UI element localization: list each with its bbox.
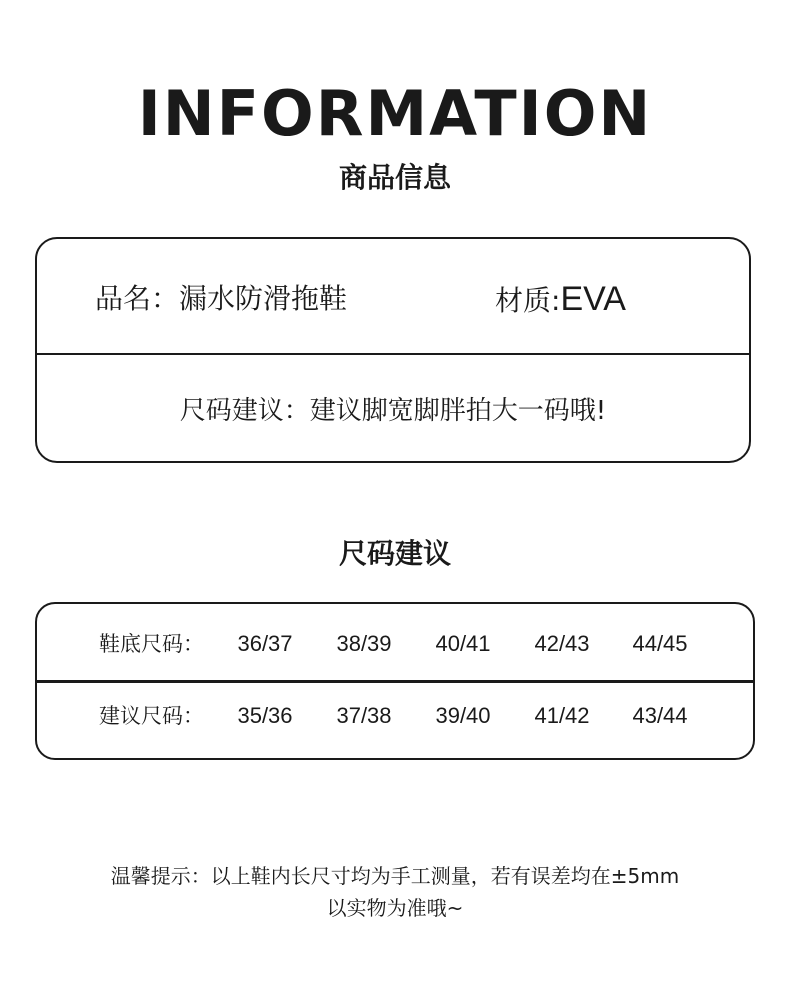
product-info-card: [35, 237, 751, 463]
card-divider: [37, 353, 749, 355]
measurement-note: [0, 860, 790, 924]
product-name: [95, 279, 347, 319]
table-cell: 43/44: [632, 703, 688, 728]
note-line-1: 温馨提示：以上鞋内长尺寸均为手工测量，若有误差均在±5mm: [110, 864, 680, 888]
row-label: 鞋底尺码：: [99, 632, 204, 656]
material-label: 材质:: [495, 284, 561, 317]
table-cell: 35/36: [237, 703, 293, 728]
size-advice-label: 尺码建议：: [179, 396, 310, 426]
product-material: [495, 279, 626, 321]
size-advice: [37, 393, 749, 429]
table-cell: 39/40: [435, 703, 491, 728]
table-divider: [37, 680, 753, 683]
table-cell: 37/38: [336, 703, 392, 728]
table-cell: 40/41: [435, 631, 491, 656]
page-title: INFORMATION: [137, 77, 653, 150]
table-cell: 42/43: [534, 631, 590, 656]
row-label: 建议尺码：: [99, 704, 204, 728]
table-cell: 36/37: [237, 631, 293, 656]
table-row-recommended-size: [37, 696, 753, 736]
table-cell: 41/42: [534, 703, 590, 728]
material-value: EVA: [560, 280, 626, 318]
product-name-label: 品名：: [95, 282, 180, 315]
size-advice-value: 建议脚宽脚胖拍大一码哦!: [309, 396, 607, 426]
table-cell: 44/45: [632, 631, 688, 656]
page-subtitle: 商品信息: [338, 161, 451, 194]
note-line-2: 以实物为准哦~: [326, 896, 464, 920]
size-section-title: 尺码建议: [338, 537, 451, 570]
size-table: [35, 602, 755, 760]
table-row-sole-size: [37, 624, 753, 664]
table-cell: 38/39: [336, 631, 392, 656]
product-name-value: 漏水防滑拖鞋: [179, 282, 348, 315]
